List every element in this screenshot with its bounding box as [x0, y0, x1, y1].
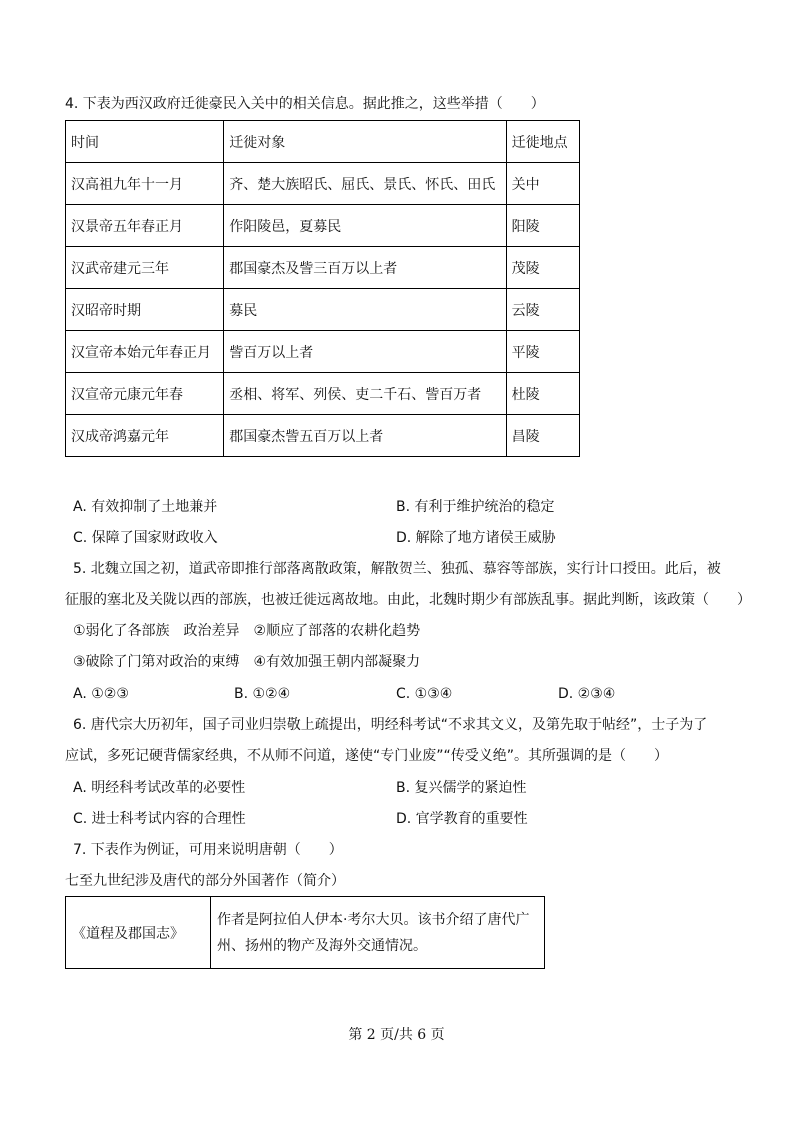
q6-option-d[interactable]: D. 官学教育的重要性: [396, 811, 528, 827]
cell-target: 齐、楚大族昭氏、屈氏、景氏、怀氏、田氏: [224, 163, 506, 205]
q5-stem-line2: 征服的塞北及关陇以西的部族，也被迁徙远离故地。由此，北魏时期少有部族乱事。据此判断，该政策（ ）: [65, 592, 751, 608]
q4-option-b[interactable]: B. 有利于维护统治的稳定: [396, 499, 555, 515]
cell-time: 汉昭帝时期: [66, 289, 224, 331]
cell-place: 阳陵: [506, 205, 579, 247]
q6-option-a[interactable]: A. 明经科考试改革的必要性: [73, 780, 246, 796]
header-cell-target: 迁徙对象: [224, 121, 506, 163]
cell-place: 昌陵: [506, 415, 579, 457]
q4-option-c[interactable]: C. 保障了国家财政收入: [73, 530, 218, 546]
page-footer: 第 2 页/共 6 页: [348, 1027, 445, 1043]
table-row: [66, 373, 580, 415]
q5-option-a[interactable]: A. ①②③: [73, 686, 129, 702]
cell-target: 郡国豪杰訾五百万以上者: [224, 415, 506, 457]
cell-time: 汉成帝鸿嘉元年: [66, 415, 224, 457]
table-row: [66, 897, 545, 969]
table-row: [66, 415, 580, 457]
q7-table-caption: 七至九世纪涉及唐代的部分外国著作（简介）: [65, 873, 345, 889]
cell-target: 丞相、将军、列侯、吏二千石、訾百万者: [224, 373, 506, 415]
table-row: [66, 205, 580, 247]
q7-book-title: 《道程及郡国志》: [66, 897, 211, 969]
q5-stem-line1: 5. 北魏立国之初，道武帝即推行部落离散政策，解散贺兰、独孤、慕容等部族，实行计口授田。此后，被: [73, 561, 721, 577]
q4-table: [65, 120, 580, 457]
header-cell-time: 时间: [66, 121, 224, 163]
table-row: [66, 163, 580, 205]
q7-book-description: 作者是阿拉伯人伊本·考尔大贝。该书介绍了唐代广州、扬州的物产及海外交通情况。: [211, 897, 545, 969]
q7-stem: 7. 下表作为例证，可用来说明唐朝（ ）: [73, 842, 343, 858]
q5-item-line2: ③破除了门第对政治的束缚 ④有效加强王朝内部凝聚力: [73, 654, 421, 670]
q6-option-b[interactable]: B. 复兴儒学的紧迫性: [396, 780, 527, 796]
q6-option-c[interactable]: C. 进士科考试内容的合理性: [73, 811, 246, 827]
cell-place: 云陵: [506, 289, 579, 331]
q7-table: [65, 896, 545, 969]
cell-target: 郡国豪杰及訾三百万以上者: [224, 247, 506, 289]
cell-place: 茂陵: [506, 247, 579, 289]
table-row: [66, 289, 580, 331]
cell-place: 杜陵: [506, 373, 579, 415]
q4-stem: 4. 下表为西汉政府迁徙豪民入关中的相关信息。据此推之，这些举措（ ）: [65, 96, 545, 112]
cell-time: 汉武帝建元三年: [66, 247, 224, 289]
table-row: [66, 247, 580, 289]
cell-time: 汉景帝五年春正月: [66, 205, 224, 247]
q5-option-b[interactable]: B. ①②④: [234, 686, 291, 702]
cell-target: 募民: [224, 289, 506, 331]
cell-place: 关中: [506, 163, 579, 205]
q5-option-c[interactable]: C. ①③④: [396, 686, 453, 702]
cell-time: 汉宣帝元康元年春: [66, 373, 224, 415]
cell-time: 汉高祖九年十一月: [66, 163, 224, 205]
q5-item-line1: ①弱化了各部族 政治差异 ②顺应了部落的农耕化趋势: [73, 623, 421, 639]
q5-option-d[interactable]: D. ②③④: [558, 686, 616, 702]
q4-option-a[interactable]: A. 有效抑制了土地兼并: [73, 499, 218, 515]
cell-target: 訾百万以上者: [224, 331, 506, 373]
q6-stem-line1: 6. 唐代宗大历初年，国子司业归崇敬上疏提出，明经科考试“不求其文义，及第先取于帖经”，士子为了: [73, 717, 708, 733]
cell-time: 汉宣帝本始元年春正月: [66, 331, 224, 373]
q4-option-d[interactable]: D. 解除了地方诸侯王威胁: [396, 530, 556, 546]
table-row: [66, 331, 580, 373]
cell-target: 作阳陵邑，夏募民: [224, 205, 506, 247]
table-header-row: [66, 121, 580, 163]
header-cell-place: 迁徙地点: [506, 121, 579, 163]
cell-place: 平陵: [506, 331, 579, 373]
q6-stem-line2: 应试，多死记硬背儒家经典，不从师不问道，遂使“专门业废”“传受义绝”。其所强调的是（ ）: [65, 748, 669, 764]
